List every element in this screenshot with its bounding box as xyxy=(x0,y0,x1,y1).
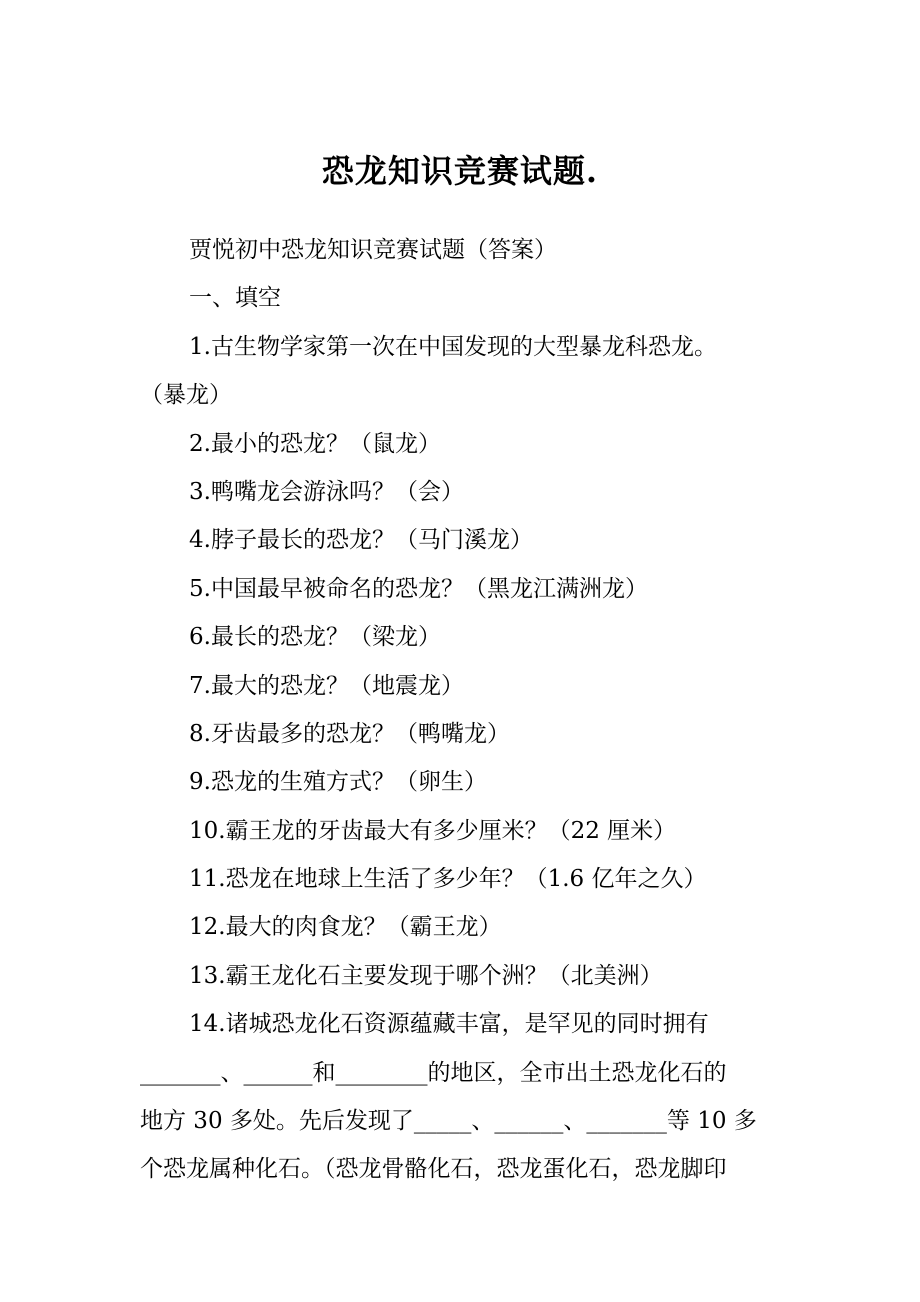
document-body xyxy=(140,226,782,1194)
question-line: 8.牙齿最多的恐龙？（鸭嘴龙） xyxy=(189,720,510,747)
question-line: 7.最大的恐龙？（地震龙） xyxy=(189,672,464,699)
question-line: 地方 30 多处。先后发现了_____、______、_______等 10 多 xyxy=(140,1108,757,1135)
question-line: 13.霸王龙化石主要发现于哪个洲？（北美洲） xyxy=(189,962,663,989)
question-line: 10.霸王龙的牙齿最大有多少厘米？（22 厘米） xyxy=(189,817,677,844)
question-line: 1.古生物学家第一次在中国发现的大型暴龙科恐龙。 xyxy=(189,333,717,360)
question-line: 12.最大的肉食龙？（霸王龙） xyxy=(189,914,502,941)
paragraph-line: 贾悦初中恐龙知识竞赛试题（答案） xyxy=(189,237,557,263)
question-line: 4.脖子最长的恐龙？（马门溪龙） xyxy=(189,527,533,554)
question-line: 11.恐龙在地球上生活了多少年？（1.6 亿年之久） xyxy=(189,866,707,893)
question-line: 6.最长的恐龙？（梁龙） xyxy=(189,624,441,651)
answer-line: （暴龙） xyxy=(140,382,232,409)
question-line: 个恐龙属种化石。（恐龙骨骼化石，恐龙蛋化石，恐龙脚印 xyxy=(140,1156,727,1183)
question-line: 2.最小的恐龙？（鼠龙） xyxy=(189,430,441,457)
question-line: 5.中国最早被命名的恐龙？（黑龙江满洲龙） xyxy=(189,575,648,602)
question-line: 9.恐龙的生殖方式？（卵生） xyxy=(189,769,487,796)
section-heading: 一、填空 xyxy=(189,285,281,312)
question-line: 3.鸭嘴龙会游泳吗？（会） xyxy=(189,478,464,505)
question-line: _______、______和________的地区，全市出土恐龙化石的 xyxy=(140,1059,727,1086)
document-title: 恐龙知识竞赛试题. xyxy=(321,152,599,190)
question-line: 14.诸城恐龙化石资源蕴藏丰富，是罕见的同时拥有 xyxy=(189,1011,709,1038)
